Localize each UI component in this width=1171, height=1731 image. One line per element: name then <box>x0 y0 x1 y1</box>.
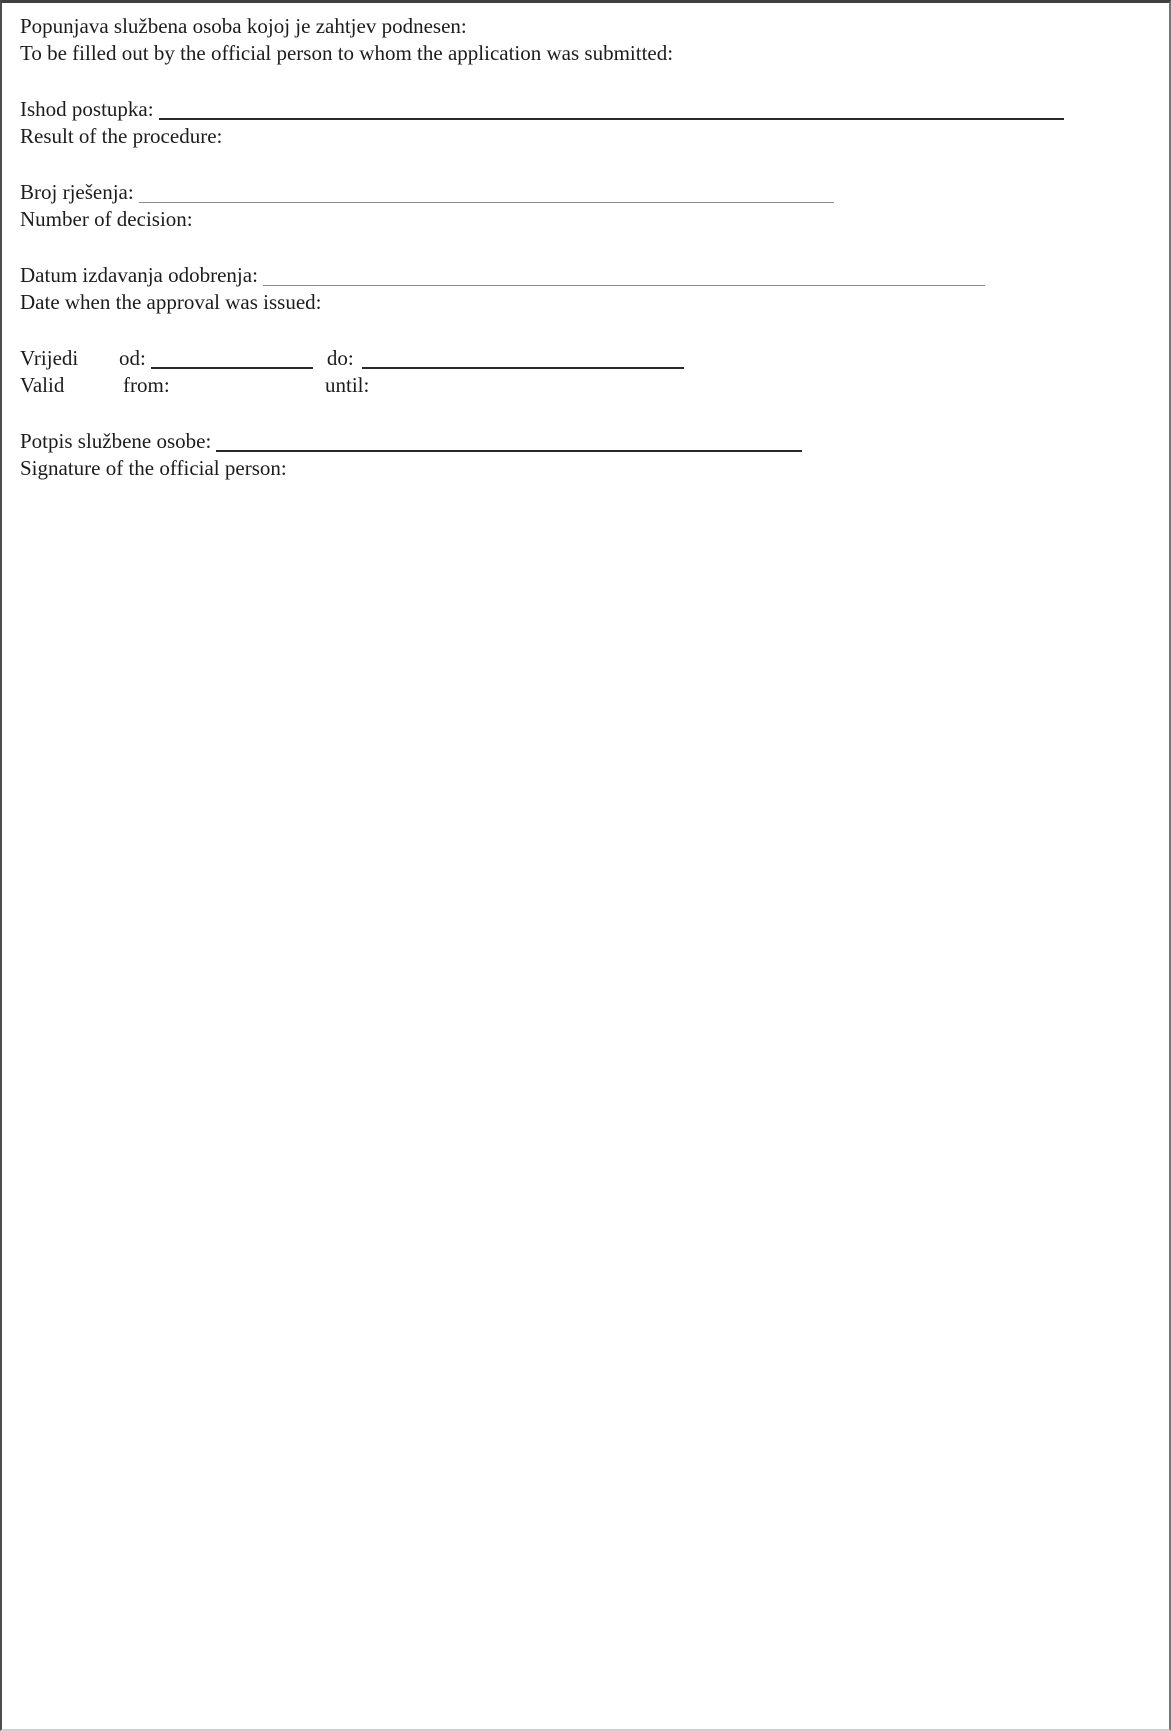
validity-from-label-en: from: <box>123 373 170 397</box>
result-label-hr: Ishod postupka: <box>20 97 154 121</box>
validity-from-label-hr: od: <box>119 346 146 370</box>
signature-label-en: Signature of the official person: <box>20 456 287 480</box>
field-decision-number <box>20 179 1149 233</box>
field-result-of-procedure <box>20 96 1149 150</box>
result-label-en: Result of the procedure: <box>20 124 223 148</box>
decision-number-fill-line <box>139 186 834 203</box>
decision-number-label-hr: Broj rješenja: <box>20 180 134 204</box>
form-header <box>20 13 1149 67</box>
validity-until-fill-line <box>362 351 684 369</box>
validity-until-label-hr: do: <box>326 346 354 370</box>
approval-date-fill-line <box>263 269 985 286</box>
validity-label-hr: Vrijedi <box>20 346 79 370</box>
header-text-hr: Popunjava službena osoba kojoj je zahtjev podnesen: <box>20 14 467 38</box>
header-text-en: To be filled out by the official person to whom the application was submitted: <box>20 41 674 65</box>
result-fill-line <box>159 102 1064 120</box>
field-approval-date <box>20 262 1149 316</box>
field-official-signature <box>20 428 1149 482</box>
validity-from-fill-line <box>151 351 313 369</box>
signature-fill-line <box>216 434 802 452</box>
validity-until-label-en: until: <box>325 373 370 397</box>
signature-label-hr: Potpis službene osobe: <box>20 429 212 453</box>
approval-date-label-hr: Datum izdavanja odobrenja: <box>20 263 258 287</box>
validity-label-en: Valid <box>20 373 65 397</box>
approval-date-label-en: Date when the approval was issued: <box>20 290 322 314</box>
decision-number-label-en: Number of decision: <box>20 207 193 231</box>
field-validity-period <box>20 345 1149 399</box>
